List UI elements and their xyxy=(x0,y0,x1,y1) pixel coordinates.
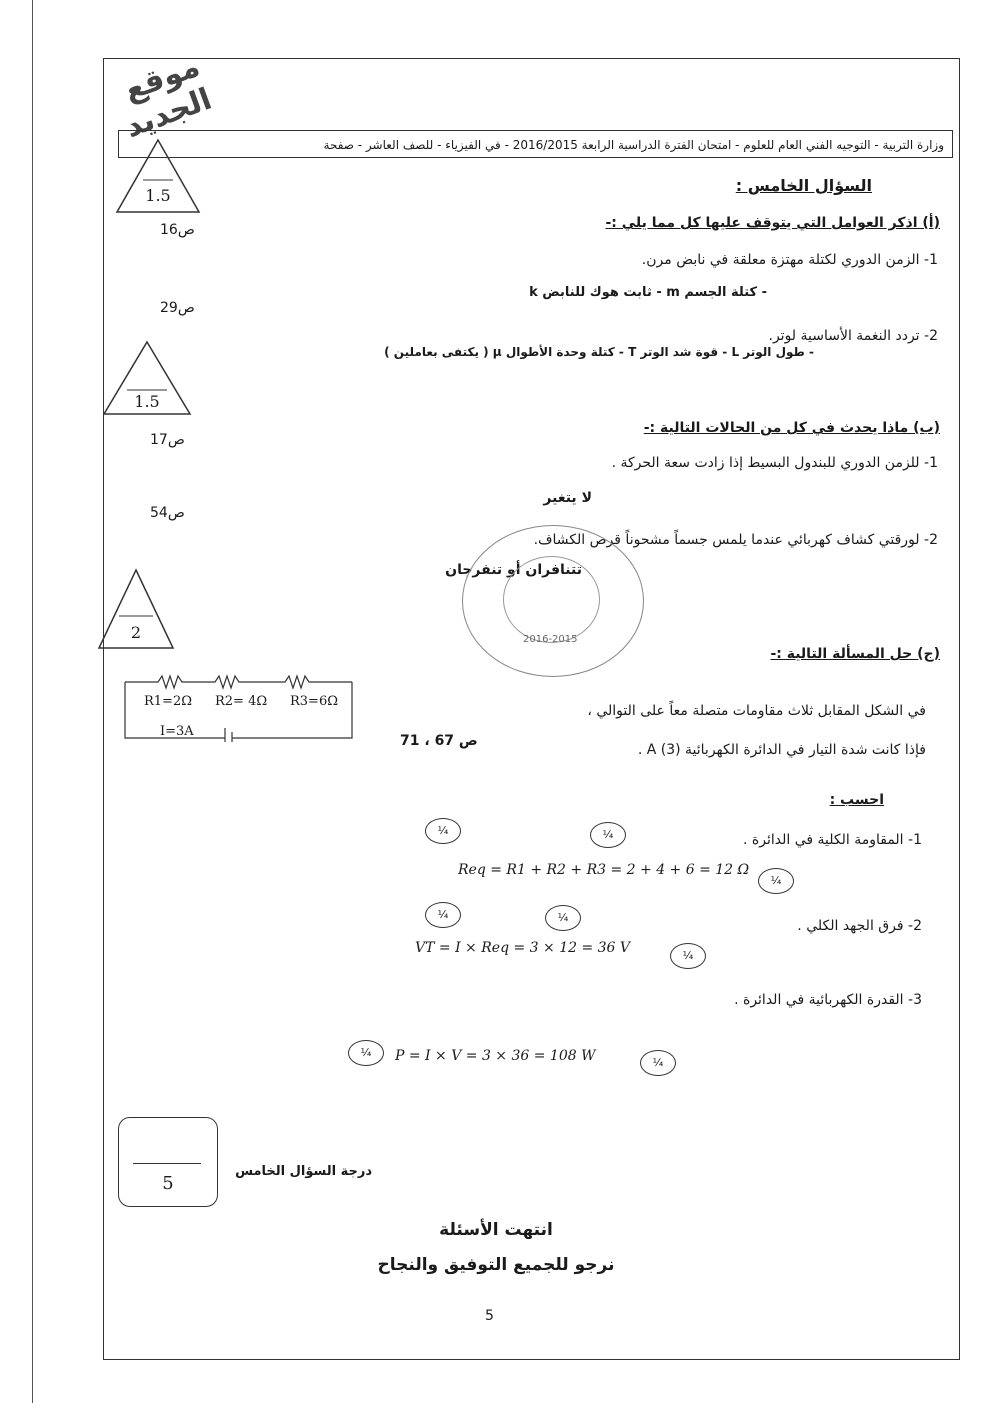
quarter-mark: ¼ xyxy=(640,1050,676,1076)
page-ref: ص54 xyxy=(150,505,185,521)
resistor-r3-label: R3=6Ω xyxy=(290,694,339,709)
quarter-mark: ¼ xyxy=(425,818,461,844)
part-a-item1: 1- الزمن الدوري لكتلة مهتزة معلقة في نابض مرن. xyxy=(641,252,938,268)
fraction-line xyxy=(133,1163,201,1164)
score-triangle xyxy=(115,138,201,214)
calc-item3: 3- القدرة الكهربائية في الدائرة . xyxy=(734,992,922,1008)
part-b-item1-answer: لا يتغير xyxy=(543,490,592,506)
page-margin-line xyxy=(32,0,33,1403)
part-c-line2: فإذا كانت شدة التيار في الدائرة الكهربائية A (3) . xyxy=(637,742,926,758)
part-b-item2: 2- لورقتي كشاف كهربائي عندما يلمس جسماً مشحوناً قرص الكشاف. xyxy=(533,532,938,548)
part-b-title: (ب) ماذا يحدث في كل من الحالات التالية :- xyxy=(643,420,940,436)
total-score-value: 5 xyxy=(162,1173,174,1194)
official-stamp xyxy=(462,525,644,677)
page-ref: ص 67 ، 71 xyxy=(400,733,478,749)
resistor-r2-label: R2= 4Ω xyxy=(215,694,268,709)
exam-header: وزارة التربية - التوجيه الفني العام للعلوم - امتحان الفترة الدراسية الرابعة 2016/2015 - في الفيزياء - للصف العاشر - صفحة xyxy=(118,130,953,158)
question-title: السؤال الخامس : xyxy=(735,176,872,195)
quarter-mark: ¼ xyxy=(348,1040,384,1066)
score-triangle xyxy=(97,568,175,650)
circuit-diagram xyxy=(120,672,355,742)
page-ref: ص29 xyxy=(160,300,195,316)
score-value: 1.5 xyxy=(134,392,160,411)
page-number: 5 xyxy=(485,1308,494,1324)
part-c-line1: في الشكل المقابل ثلاث مقاومات متصلة معاً على التوالي ، xyxy=(587,703,926,719)
current-label: I=3A xyxy=(160,724,194,739)
total-score-label: درجة السؤال الخامس xyxy=(235,1164,372,1179)
part-a-item2: 2- تردد النغمة الأساسية لوتر. xyxy=(768,328,938,344)
part-a-item2-answer: - طول الوتر L - قوة شد الوتر T - كتلة وحدة الأطوال μ ( يكتفى بعاملين ) xyxy=(384,345,814,359)
calc-item1: 1- المقاومة الكلية في الدائرة . xyxy=(743,832,922,848)
part-b-item2-answer: تتنافران أو تنفرجان xyxy=(445,562,582,578)
part-a-title: (أ) اذكر العوامل التي يتوقف عليها كل مما يلي :- xyxy=(605,215,940,231)
quarter-mark: ¼ xyxy=(425,902,461,928)
part-b-item1: 1- للزمن الدوري للبندول البسيط إذا زادت سعة الحركة . xyxy=(611,455,938,471)
resistor-r1-label: R1=2Ω xyxy=(144,694,193,709)
good-luck-message: نرجو للجميع التوفيق والنجاح xyxy=(377,1255,615,1275)
total-score-box xyxy=(118,1117,218,1207)
calc-title: احسب : xyxy=(829,792,884,808)
score-triangle xyxy=(102,340,192,416)
quarter-mark: ¼ xyxy=(670,943,706,969)
quarter-mark: ¼ xyxy=(590,822,626,848)
score-value: 1.5 xyxy=(145,186,171,205)
page-ref: ص16 xyxy=(160,222,195,238)
stamp-inner-ring xyxy=(503,556,600,643)
score-value: 2 xyxy=(130,623,142,642)
end-of-questions: انتهت الأسئلة xyxy=(439,1220,553,1240)
part-a-item1-answer: - كتلة الجسم m - ثابت هوك للنابض k xyxy=(529,285,767,300)
calc-item2: 2- فرق الجهد الكلي . xyxy=(797,918,922,934)
equation-voltage: VT = I × Req = 3 × 12 = 36 V xyxy=(415,940,631,956)
watermark-logo: موقع الجديد xyxy=(119,48,217,146)
equation-power: P = I × V = 3 × 36 = 108 W xyxy=(395,1048,596,1064)
part-c-title: (ج) حل المسألة التالية :- xyxy=(770,646,940,662)
page-ref: ص17 xyxy=(150,432,185,448)
equation-resistance: Req = R1 + R2 + R3 = 2 + 4 + 6 = 12 Ω xyxy=(458,862,750,878)
quarter-mark: ¼ xyxy=(758,868,794,894)
quarter-mark: ¼ xyxy=(545,905,581,931)
stamp-text: 2016-2015 xyxy=(523,634,578,645)
